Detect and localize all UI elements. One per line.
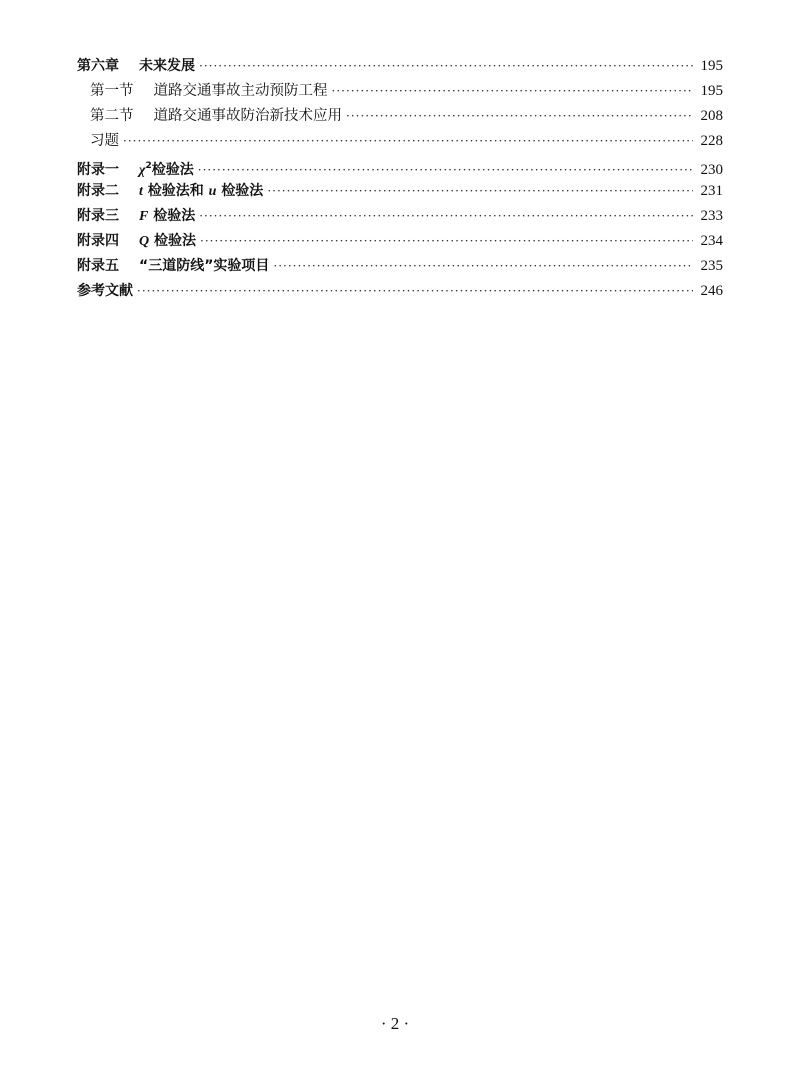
toc-entry-title: “三道防线”实验项目 [139, 258, 270, 274]
toc-entry-appendix-2[interactable] [77, 179, 723, 204]
toc-entry-title [119, 179, 263, 204]
page-number: · 2 · [380, 1014, 410, 1033]
toc-entry-title: 道路交通事故防治新技术应用 [153, 108, 342, 124]
toc-entry-chapter-6[interactable] [77, 54, 723, 79]
q-symbol: Q [139, 234, 150, 249]
toc-entry-section-1[interactable] [77, 79, 723, 104]
toc-entry-section-2[interactable] [77, 104, 723, 129]
toc-entry-page: 195 [700, 83, 723, 99]
toc-entry-title-text: 检验法 [154, 233, 196, 249]
toc-entry-prefix: 附录四 [77, 233, 119, 249]
toc-entry-page: 228 [700, 133, 723, 149]
u-symbol: u [208, 184, 217, 199]
toc-entry-page: 195 [700, 58, 723, 74]
toc-entry-appendix-5[interactable] [77, 254, 723, 279]
leader-dots [267, 179, 693, 204]
toc-entry-prefix: 第一节 [90, 83, 134, 99]
toc-entry-page: 234 [700, 233, 723, 249]
toc-entry-title: 未来发展 [139, 58, 195, 74]
leader-dots [346, 104, 693, 129]
toc-entry-page: 233 [700, 208, 723, 224]
toc-entry-prefix: 附录一 [77, 162, 119, 178]
leader-dots [273, 254, 693, 279]
table-of-contents [77, 54, 723, 304]
leader-dots [137, 279, 693, 304]
toc-entry-prefix: 附录三 [77, 208, 119, 224]
toc-entry-appendix-1[interactable] [77, 154, 723, 179]
leader-dots [200, 229, 693, 254]
toc-entry-appendix-4[interactable] [77, 229, 723, 254]
toc-entry-title-text: 检验法 [153, 208, 196, 224]
toc-entry-title: 习题 [90, 133, 119, 149]
toc-entry-page: 208 [700, 108, 723, 124]
toc-entry-title [119, 229, 196, 254]
leader-dots [199, 204, 693, 229]
leader-dots [332, 79, 694, 104]
toc-entry-title-text: 检验法和 [147, 183, 204, 199]
t-symbol: t [139, 184, 143, 199]
toc-entry-title: 道路交通事故主动预防工程 [153, 83, 328, 99]
leader-dots [123, 129, 693, 154]
toc-entry-prefix: 附录五 [77, 258, 119, 274]
toc-entry-references[interactable] [77, 279, 723, 304]
toc-entry-exercises[interactable] [77, 129, 723, 154]
toc-entry-title-text: 检验法 [151, 162, 194, 178]
toc-entry-appendix-3[interactable] [77, 204, 723, 229]
toc-entry-title: 参考文献 [77, 283, 133, 299]
toc-entry-prefix: 附录二 [77, 183, 119, 199]
leader-dots [199, 54, 693, 79]
toc-entry-page: 246 [700, 283, 723, 299]
f-symbol: F [139, 209, 149, 224]
toc-entry-page: 230 [700, 162, 723, 178]
toc-entry-page: 235 [700, 258, 723, 274]
toc-entry-prefix: 第二节 [90, 108, 134, 124]
toc-entry-title [119, 204, 195, 229]
toc-entry-title-text: 检验法 [221, 183, 264, 199]
toc-entry-page: 231 [700, 183, 723, 199]
superscript: 2 [145, 161, 152, 171]
toc-entry-prefix: 第六章 [77, 58, 119, 74]
chi-symbol: χ [139, 163, 146, 178]
